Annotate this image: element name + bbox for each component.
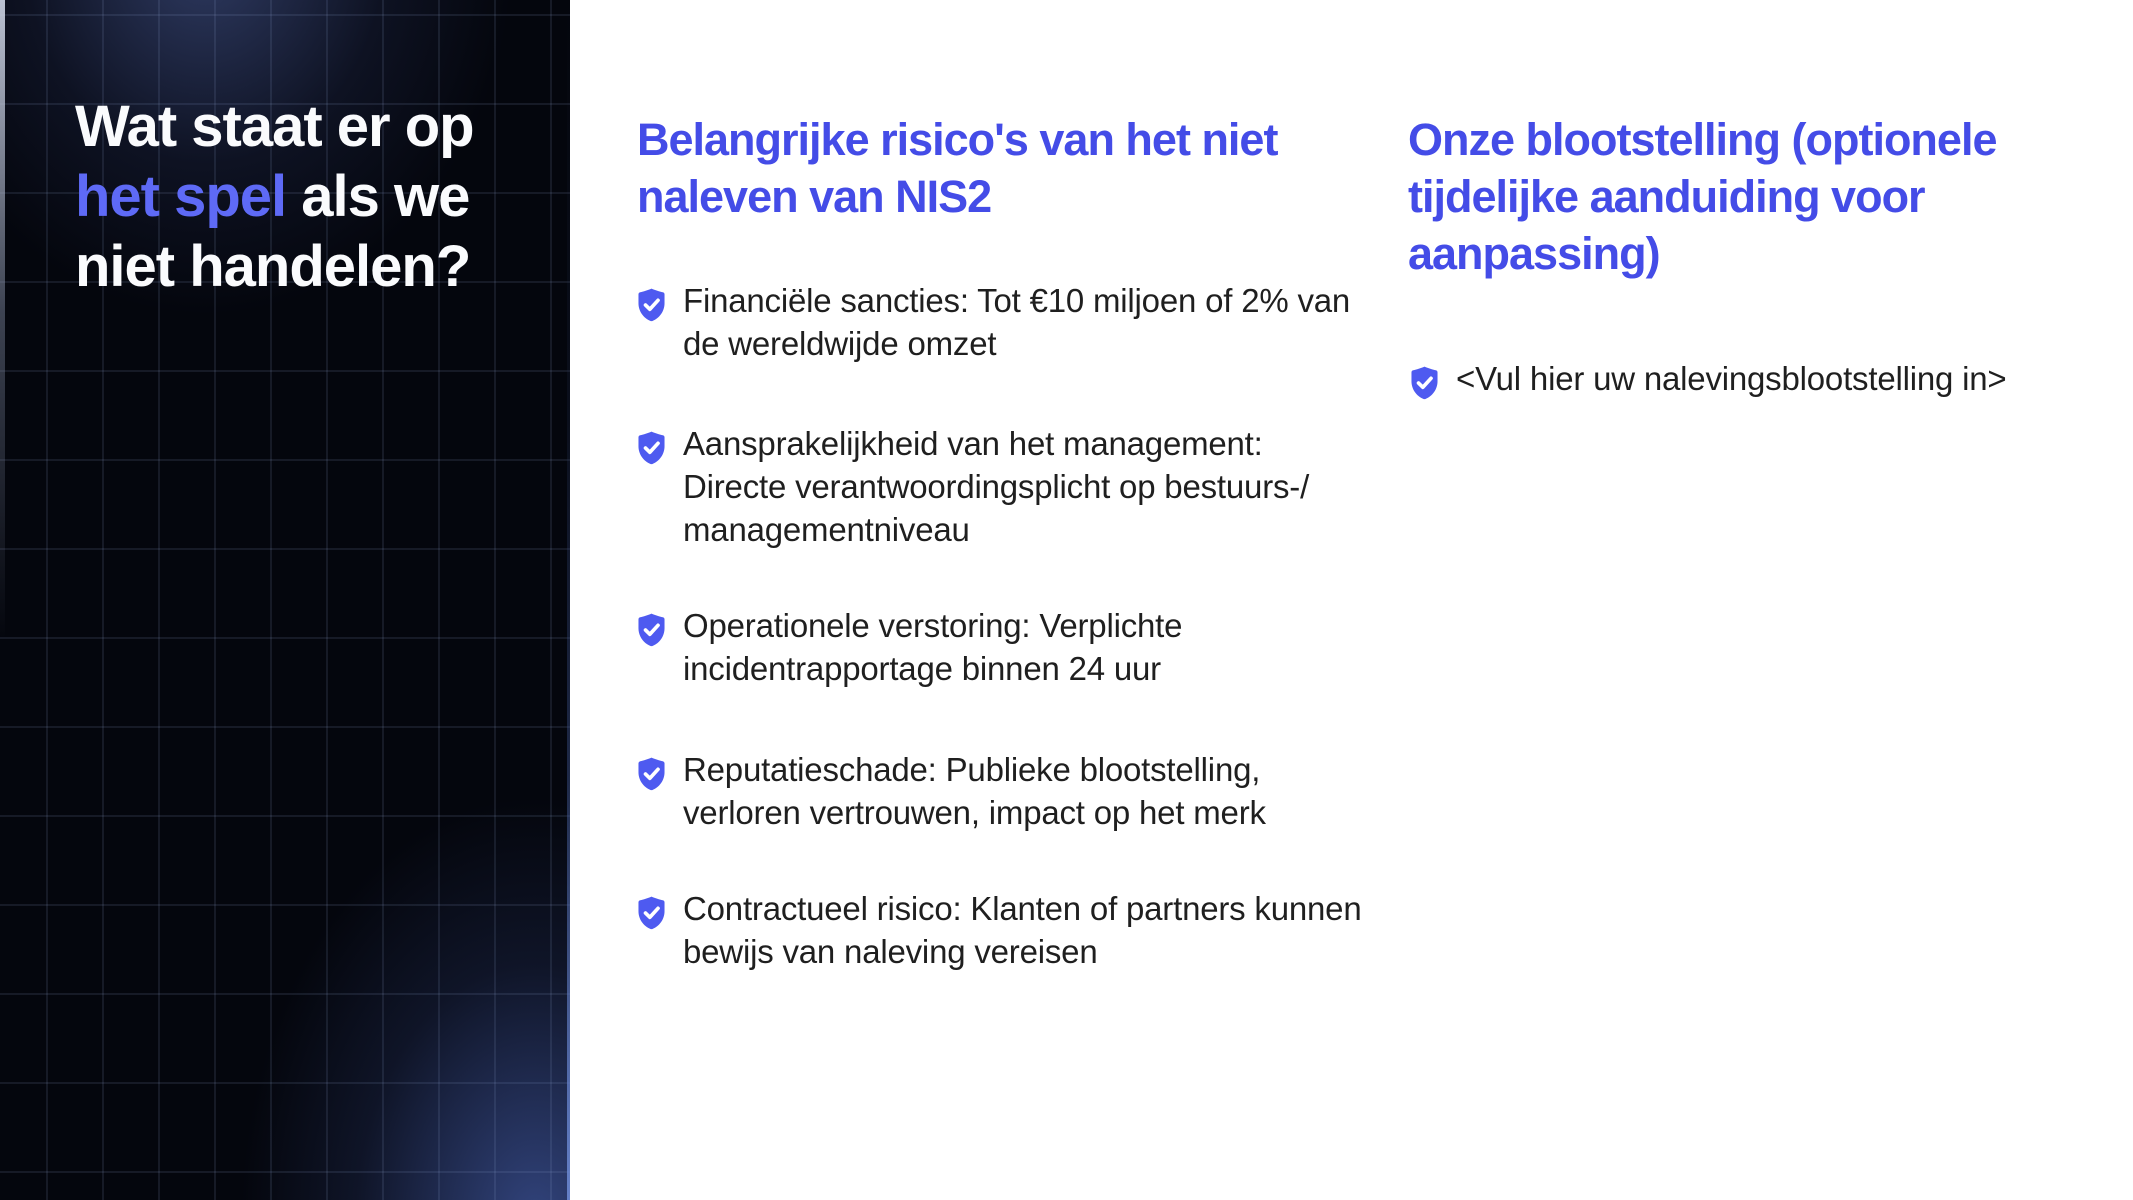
- risk-item: [635, 887, 1373, 973]
- risk-item: [635, 279, 1373, 365]
- risk-item-text: Aansprakelijkheid van het management: Directe verantwoordingsplicht op bestuurs-/ managementniveau: [683, 425, 1310, 548]
- shield-check-icon: [635, 287, 668, 325]
- risk-item: [635, 748, 1373, 834]
- exposure-heading: Onze blootstelling (optionele tijdelijke aanduiding voor aanpassing): [1408, 114, 1997, 279]
- slide-title: [75, 92, 535, 302]
- shield-check-icon: [635, 430, 668, 468]
- title-line-3: niet handelen?: [75, 234, 471, 299]
- title-line-1: Wat staat er op: [75, 94, 474, 159]
- risk-item-text: Financiële sancties: Tot €10 miljoen of 2% van de wereldwijde omzet: [683, 282, 1351, 362]
- risks-heading: Belangrijke risico's van het niet naleven van NIS2: [637, 114, 1278, 222]
- shield-check-icon: [635, 612, 668, 650]
- shield-check-icon: [635, 756, 668, 794]
- shield-check-icon: [635, 895, 668, 933]
- risk-item: [635, 604, 1373, 690]
- left-panel: [0, 0, 570, 1200]
- risk-item-text: Reputatieschade: Publieke blootstelling, verloren vertrouwen, impact op het merk: [683, 751, 1266, 831]
- panel-left-edge-highlight: [0, 0, 5, 820]
- title-accent: het spel: [75, 164, 287, 229]
- title-line-2: het spel als we: [75, 164, 470, 229]
- risk-item: [635, 422, 1373, 551]
- exposure-item-text: <Vul hier uw nalevingsblootstelling in>: [1456, 360, 2007, 397]
- exposure-item: [1408, 357, 2088, 403]
- risk-item-text: Operationele verstoring: Verplichte incidentrapportage binnen 24 uur: [683, 607, 1183, 687]
- risk-item-text: Contractueel risico: Klanten of partners kunnen bewijs van naleving vereisen: [683, 890, 1362, 970]
- shield-check-icon: [1408, 365, 1441, 403]
- panel-right-edge-highlight: [567, 0, 570, 1200]
